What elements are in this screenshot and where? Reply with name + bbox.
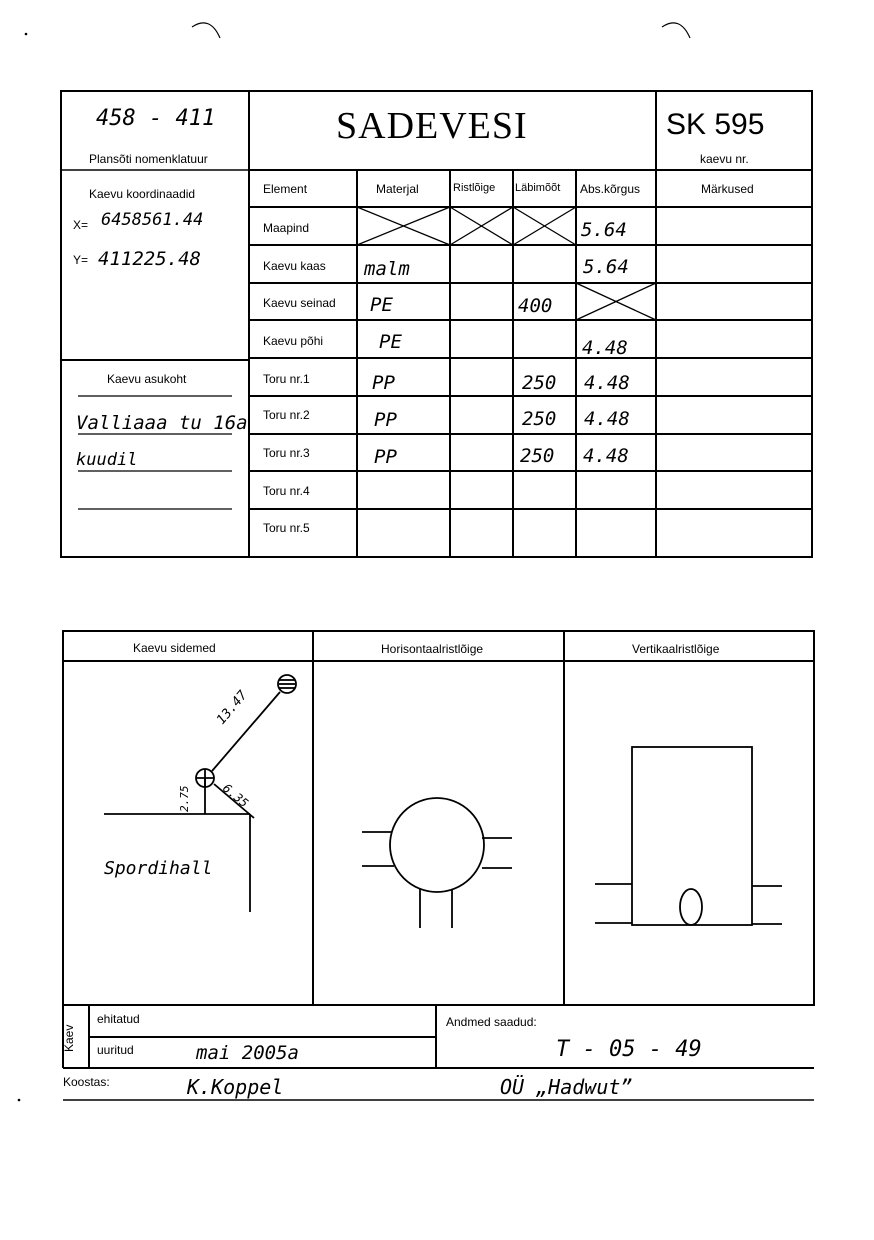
building-label: Spordihall bbox=[104, 858, 213, 879]
row-diameter-value: 250 bbox=[522, 408, 557, 430]
row-element-label: Toru nr.4 bbox=[263, 484, 310, 498]
surveyed-value: mai 2005a bbox=[196, 1042, 299, 1064]
row-height-value: 4.48 bbox=[582, 337, 628, 359]
col-header-section: Ristlõige bbox=[453, 182, 496, 194]
well-number-label: kaevu nr. bbox=[700, 152, 749, 166]
row-diameter-value: 250 bbox=[522, 372, 557, 394]
coord-y-value: 411225.48 bbox=[98, 248, 201, 270]
row-element-label: Kaevu kaas bbox=[263, 259, 326, 273]
row-element-label: Maapind bbox=[263, 221, 310, 235]
compiled-label: Koostas: bbox=[63, 1075, 110, 1089]
dimension-long-label: 13.47 bbox=[214, 688, 251, 728]
built-label: ehitatud bbox=[97, 1012, 140, 1026]
row-material-value: PE bbox=[379, 331, 402, 353]
location-line1: Valliaaa tu 16a bbox=[76, 412, 248, 434]
col-header-element: Element bbox=[263, 182, 308, 196]
row-element-label: Toru nr.3 bbox=[263, 446, 310, 460]
col-header-material: Materjal bbox=[376, 182, 419, 196]
company-value: OÜ „Hadwut” bbox=[500, 1075, 633, 1099]
coord-x-value: 6458561.44 bbox=[101, 210, 204, 230]
surveyed-label: uuritud bbox=[97, 1043, 134, 1057]
location-line2: kuudil bbox=[76, 450, 138, 470]
row-height-value: 4.48 bbox=[583, 445, 629, 467]
compiled-by-value: K.Koppel bbox=[187, 1075, 284, 1099]
row-diameter-value: 400 bbox=[518, 295, 553, 317]
row-element-label: Toru nr.2 bbox=[263, 408, 310, 422]
dimension-short-label: 6.35 bbox=[220, 781, 252, 811]
row-material-value: PP bbox=[372, 372, 395, 394]
coord-y-prefix: Y= bbox=[73, 253, 89, 267]
row-material-value: PE bbox=[370, 294, 393, 316]
drawing-header-connections: Kaevu sidemed bbox=[133, 641, 216, 655]
row-height-value: 4.48 bbox=[584, 372, 630, 394]
data-source-value: T - 05 - 49 bbox=[556, 1037, 702, 1062]
drawing-header-horizontal: Horisontaalristlõige bbox=[381, 642, 484, 656]
coord-x-prefix: X= bbox=[73, 218, 89, 232]
row-height-value: 5.64 bbox=[583, 256, 629, 278]
row-material-value: malm bbox=[364, 258, 410, 280]
col-header-notes: Märkused bbox=[701, 182, 754, 196]
nomenclature-label: Plansõti nomenklatuur bbox=[89, 152, 208, 166]
row-height-value: 5.64 bbox=[581, 219, 627, 241]
data-source-label: Andmed saadud: bbox=[446, 1015, 537, 1029]
side-label: Kaev bbox=[62, 1024, 76, 1052]
row-diameter-value: 250 bbox=[520, 445, 555, 467]
row-material-value: PP bbox=[374, 446, 397, 468]
nomenclature-value: 458 - 411 bbox=[96, 106, 216, 131]
location-label: Kaevu asukoht bbox=[107, 372, 187, 386]
drawing-header-vertical: Vertikaalristlõige bbox=[632, 642, 720, 656]
row-element-label: Toru nr.1 bbox=[263, 372, 310, 386]
col-header-diameter: Läbimõõt bbox=[515, 182, 561, 194]
well-number-value: SK 595 bbox=[666, 108, 765, 141]
coordinates-label: Kaevu koordinaadid bbox=[89, 187, 196, 201]
row-element-label: Toru nr.5 bbox=[263, 521, 310, 535]
dimension-vertical-label: 2.75 bbox=[178, 785, 191, 812]
row-material-value: PP bbox=[374, 409, 397, 431]
page-title: SADEVESI bbox=[336, 105, 528, 147]
col-header-height: Abs.kõrgus bbox=[580, 182, 641, 196]
row-element-label: Kaevu seinad bbox=[263, 296, 336, 310]
row-element-label: Kaevu põhi bbox=[263, 334, 324, 348]
row-height-value: 4.48 bbox=[584, 408, 630, 430]
